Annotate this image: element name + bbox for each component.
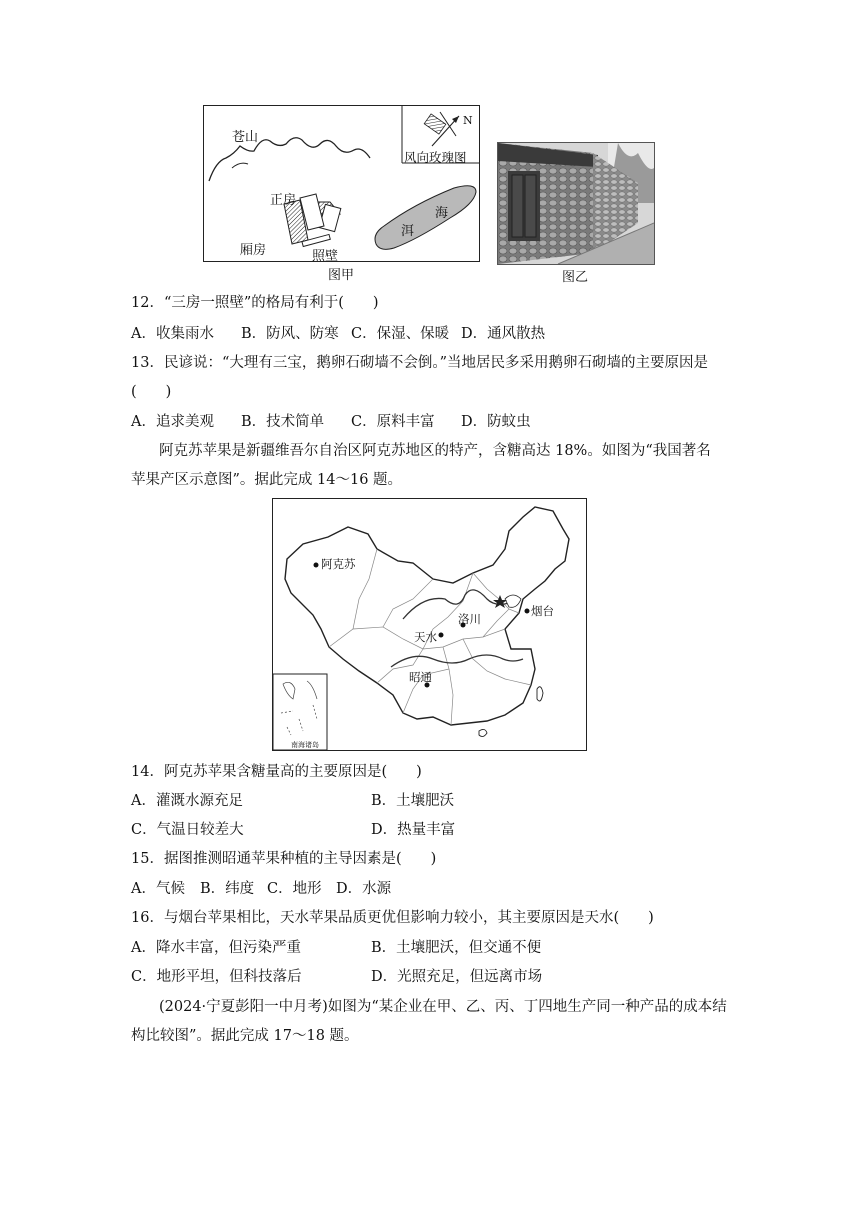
apple-region-map	[272, 498, 587, 751]
q15-option-b[interactable]: B．纬度	[200, 881, 255, 897]
figure-jia	[203, 105, 480, 262]
q16-option-d[interactable]: D．光照充足，但远离市场	[371, 969, 543, 985]
q12-option-b[interactable]: B．防风、防寒	[241, 326, 339, 342]
passage1-line1: 阿克苏苹果是新疆维吾尔自治区阿克苏地区的特产，含糖高达 18%。如图为“我国著名	[159, 443, 711, 459]
city-dot-aksu	[314, 563, 319, 568]
lake-label-hai: 海	[435, 206, 449, 221]
q14-stem: 14．阿克苏苹果含糖量高的主要原因是( )	[131, 764, 422, 780]
q15-option-a[interactable]: A．气候	[131, 881, 185, 897]
q14-option-b[interactable]: B．土壤肥沃	[371, 793, 455, 809]
china-outline	[285, 507, 569, 725]
passage2-line2: 构比较图”。据此完成 17～18 题。	[131, 1028, 359, 1044]
china-map-drawing	[273, 499, 586, 750]
wind-rose-icon	[424, 112, 459, 146]
q14-option-c[interactable]: C．气温日较差大	[131, 822, 244, 838]
q13-option-d[interactable]: D．防蚊虫	[461, 414, 531, 430]
city-dot-yantai	[525, 609, 530, 614]
q15-stem: 15．据图推测昭通苹果种植的主导因素是( )	[131, 851, 437, 867]
north-label: N	[463, 114, 473, 127]
q13-stem: 13．民谚说：“大理有三宝，鹅卵石砌墙不会倒。”当地居民多采用鹅卵石砌墙的主要原因是	[131, 355, 709, 371]
city-label-aksu: 阿克苏	[321, 557, 356, 571]
q12-option-a[interactable]: A．收集雨水	[131, 326, 214, 342]
mountain-label: 苍山	[232, 130, 259, 145]
q15-option-c[interactable]: C．地形	[267, 881, 322, 897]
screen-wall-label: 照壁	[312, 249, 339, 264]
q15-option-d[interactable]: D．水源	[336, 881, 392, 897]
city-dot-tianshui	[439, 633, 444, 638]
city-label-luochuan: 洛川	[458, 612, 481, 626]
q16-option-a[interactable]: A．降水丰富，但污染严重	[131, 940, 301, 956]
main-house-label: 正房	[270, 193, 297, 208]
q13-option-b[interactable]: B．技术简单	[241, 414, 325, 430]
rose-label: 风向玫瑰图	[404, 150, 467, 165]
figure-yi-photo	[497, 142, 655, 265]
q16-stem: 16．与烟台苹果相比，天水苹果品质更优但影响力较小，其主要原因是天水( )	[131, 910, 654, 926]
passage2-line1: (2024·宁夏彭阳一中月考)如图为“某企业在甲、乙、丙、丁四地生产同一种产品的成本结	[159, 999, 727, 1015]
q13-stem-cont: ( )	[131, 384, 172, 400]
south-sea-inset	[273, 674, 327, 750]
q13-option-a[interactable]: A．追求美观	[131, 414, 214, 430]
q12-option-d[interactable]: D．通风散热	[461, 326, 546, 342]
stone-wall-photo	[498, 143, 654, 264]
city-label-zhaotong: 昭通	[409, 670, 432, 684]
erhai-lake	[375, 186, 476, 250]
q14-option-d[interactable]: D．热量丰富	[371, 822, 456, 838]
q13-option-c[interactable]: C．原料丰富	[351, 414, 435, 430]
q16-option-c[interactable]: C．地形平坦，但科技落后	[131, 969, 302, 985]
q14-option-a[interactable]: A．灌溉水源充足	[131, 793, 243, 809]
city-label-tianshui: 天水	[414, 630, 437, 644]
q12-option-c[interactable]: C．保湿、保暖	[351, 326, 450, 342]
figure-yi-caption: 图乙	[562, 270, 589, 285]
inset-label: 南海诸岛	[291, 741, 319, 749]
side-house-label: 厢房	[240, 243, 267, 258]
city-label-yantai: 烟台	[531, 604, 554, 618]
figure-jia-caption: 图甲	[328, 268, 355, 283]
q12-stem: 12．“三房一照壁”的格局有利于( )	[131, 295, 379, 311]
capital-star-icon	[493, 595, 507, 608]
q16-option-b[interactable]: B．土壤肥沃，但交通不便	[371, 940, 542, 956]
passage1-line2: 苹果产区示意图”。据此完成 14～16 题。	[131, 472, 403, 488]
lake-label-er: 洱	[401, 224, 415, 239]
